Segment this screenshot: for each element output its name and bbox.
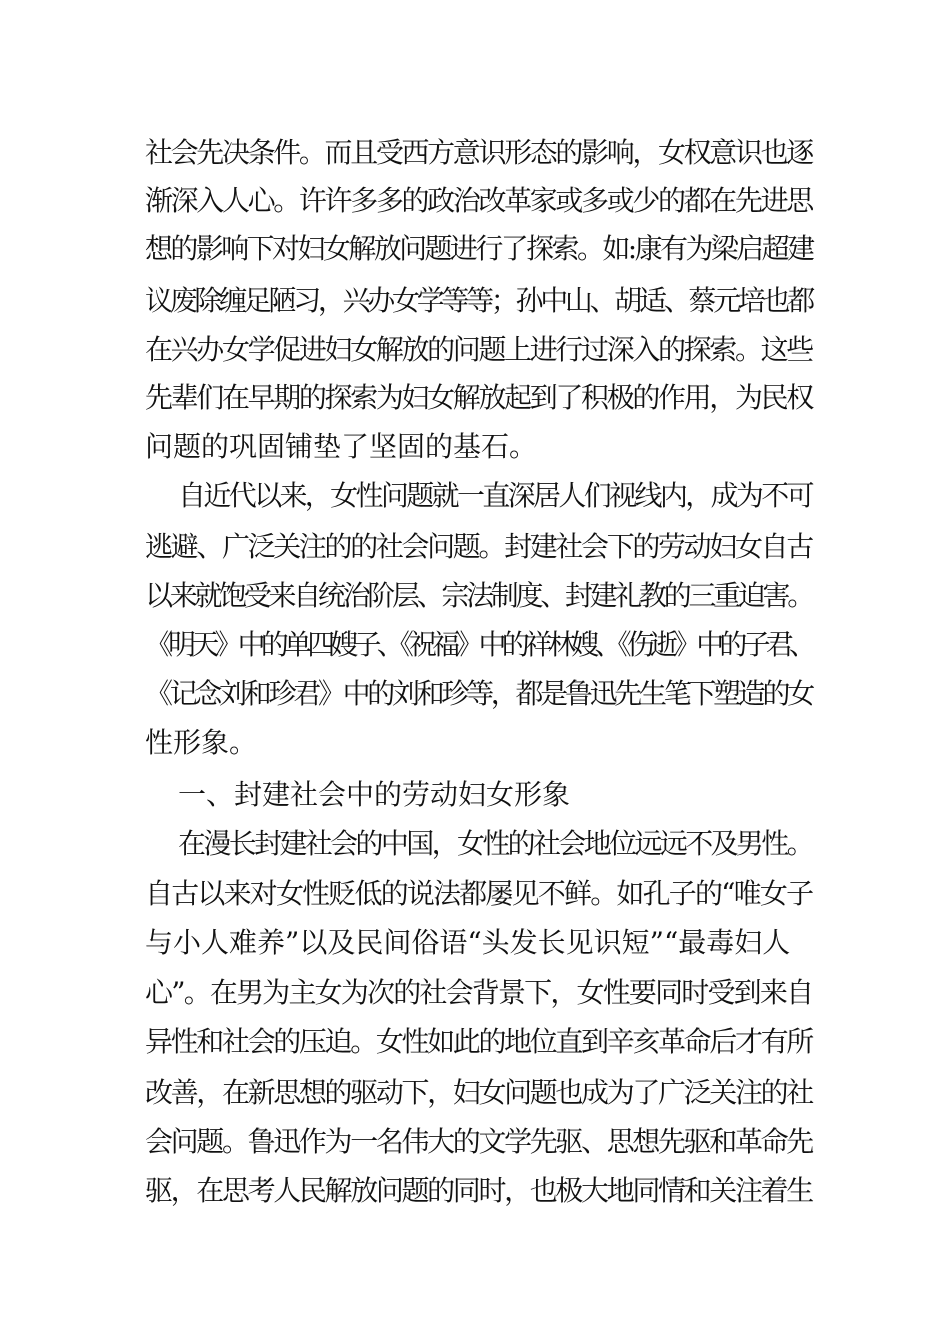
paragraph-first-line: 在漫长封建社会的中国，女性的社会地位远远不及男性。 (178, 827, 813, 860)
section-heading: 一、封建社会中的劳动妇女形象 (178, 778, 571, 811)
text-line: 《明天》中的单四嫂子、《祝福》中的祥林嫂、《伤逝》中的子君、 (145, 628, 813, 661)
text-line: 问题的巩固铺垫了坚固的基石。 (145, 430, 538, 463)
text-line: 性形象。 (145, 726, 258, 759)
text-line: 心”。在男为主女为次的社会背景下，女性要同时受到来自 (145, 976, 813, 1009)
text-line: 与小人难养”以及民间俗语“头发长见识短”“最毒妇人 (145, 926, 791, 959)
text-line: 先辈们在早期的探索为妇女解放起到了积极的作用，为民权 (145, 381, 812, 414)
text-line: 想的影响下对妇女解放问题进行了探索。如:康有为梁启超建 (145, 232, 813, 265)
text-line: 议废除缠足陋习，兴办女学等等；孙中山、胡适、蔡元培也都 (145, 284, 812, 317)
text-line: 驱，在思考人民解放问题的同时，也极大地同情和关注着生 (145, 1174, 812, 1207)
text-line: 自古以来对女性贬低的说法都屡见不鲜。如孔子的“唯女子 (145, 877, 813, 910)
text-line: 逃避、广泛关注的的社会问题。封建社会下的劳动妇女自古 (145, 530, 812, 563)
text-line: 异性和社会的压迫。女性如此的地位直到辛亥革命后才有所 (145, 1025, 812, 1058)
text-line: 渐深入人心。许许多多的政治改革家或多或少的都在先进思 (145, 184, 812, 217)
text-line: 改善，在新思想的驱动下，妇女问题也成为了广泛关注的社 (145, 1076, 812, 1109)
paragraph-first-line: 自近代以来，女性问题就一直深居人们视线内，成为不可 (178, 479, 813, 512)
text-line: 《记念刘和珍君》中的刘和珍等，都是鲁迅先生笔下塑造的女 (145, 677, 812, 710)
text-line: 社会先决条件。而且受西方意识形态的影响，女权意识也逐 (145, 136, 812, 169)
text-line: 会问题。鲁迅作为一名伟大的文学先驱、思想先驱和革命先 (145, 1125, 812, 1158)
text-line: 以来就饱受来自统治阶层、宗法制度、封建礼教的三重迫害。 (145, 579, 812, 612)
text-line: 在兴办女学促进妇女解放的问题上进行过深入的探索。这些 (145, 333, 812, 366)
